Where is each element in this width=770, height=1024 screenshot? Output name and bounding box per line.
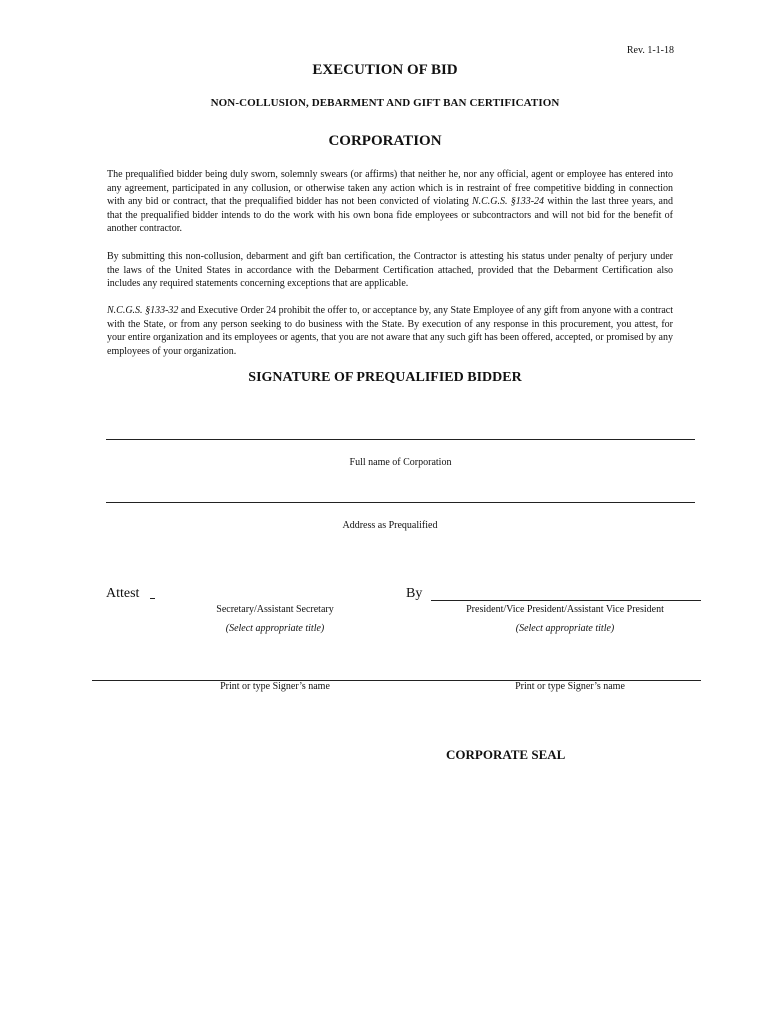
signer-name-label-right: Print or type Signer’s name bbox=[515, 681, 625, 692]
signature-heading: SIGNATURE OF PREQUALIFIED BIDDER bbox=[248, 370, 522, 385]
paragraph1-text-a: The prequalified bidder being duly sworn, solemnly swears (or affirms) that neither he, nor any official, agent or employee has entered into any agreement, participated in any collusion, or otherwise taken any action which is in restraint of free competitive bidding in connection with any bid or contract, that the prequalified bidder has not been convicted of violating bbox=[107, 169, 673, 208]
attest-signature-line[interactable] bbox=[150, 598, 155, 599]
paragraph3-text: and Executive Order 24 prohibit the offer to, or acceptance by, any State Employee of any gift from anyone with a contract with the State, or from any person seeking to do business with the State. By execution of any response in this procurement, you attest, for your entire organization and its employees or agents, that you are not aware that any such gift has been offered, accepted, or promised by any employees of your organization. bbox=[107, 305, 673, 357]
corporate-seal-label: CORPORATE SEAL bbox=[446, 747, 566, 762]
revision-label: Rev. 1-1-18 bbox=[626, 45, 674, 56]
section-heading: CORPORATION bbox=[328, 133, 442, 149]
select-title-left: (Select appropriate title) bbox=[225, 623, 325, 634]
address-label: Address as Prequalified bbox=[342, 520, 438, 531]
statute-reference: N.C.G.S. §133-32 bbox=[107, 305, 179, 316]
document-subtitle: NON-COLLUSION, DEBARMENT AND GIFT BAN CERTIFICATION bbox=[210, 97, 560, 109]
paragraph1-text-b: within the last three years, and that the prequalified bidder intends to do the work with his own bona fide employees or subcontractors and will not bid for the benefit of another contractor. bbox=[107, 196, 673, 235]
paragraph-debarment: By submitting this non-collusion, debarment and gift ban certification, the Contractor is attesting his status under penalty of perjury under the laws of the United States in accordance with the Debarment Certification attached, provided that the Debarment Certification also includes any required statements concerning exceptions that are applicable. bbox=[107, 251, 673, 290]
by-signature-line[interactable] bbox=[431, 600, 701, 601]
address-line[interactable] bbox=[106, 502, 695, 503]
president-title-label: President/Vice President/Assistant Vice President bbox=[466, 604, 664, 615]
corporation-name-label: Full name of Corporation bbox=[349, 457, 452, 468]
secretary-title-label: Secretary/Assistant Secretary bbox=[216, 604, 334, 615]
paragraph-gift-ban bbox=[107, 304, 673, 358]
signer-name-label-left: Print or type Signer’s name bbox=[220, 681, 330, 692]
select-title-right: (Select appropriate title) bbox=[515, 623, 615, 634]
document-title: EXECUTION OF BID bbox=[312, 62, 458, 78]
statute-reference: N.C.G.S. §133-24 bbox=[471, 196, 545, 208]
corporation-name-line[interactable] bbox=[106, 439, 695, 440]
paragraph-sworn-statement bbox=[107, 168, 673, 236]
attest-label: Attest bbox=[106, 586, 140, 601]
by-label: By bbox=[406, 586, 423, 601]
